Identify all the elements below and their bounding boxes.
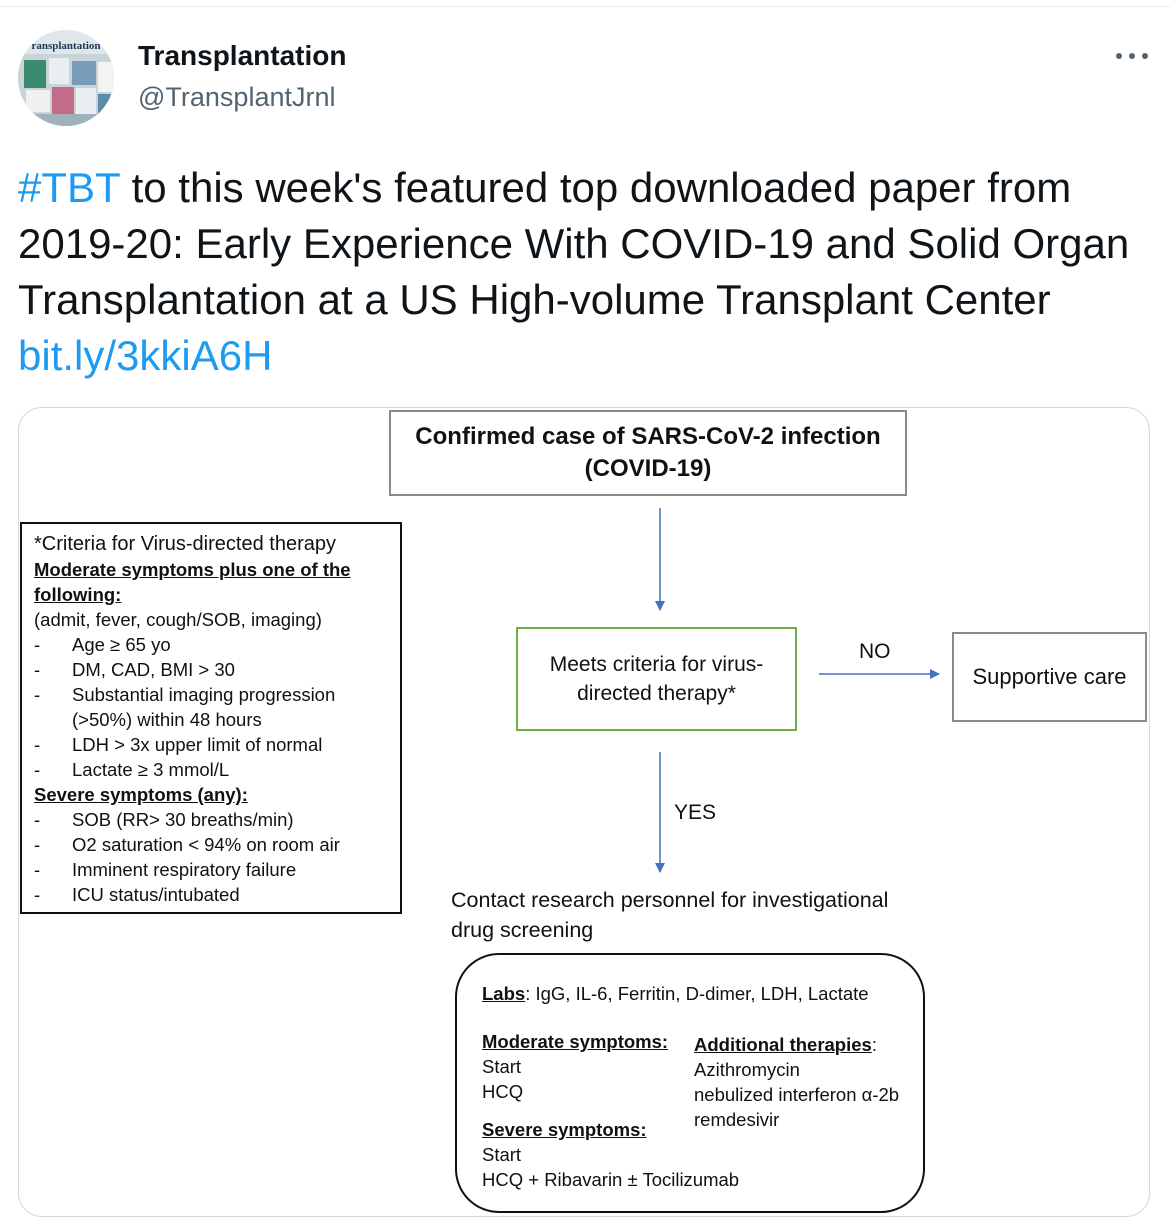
meets-line-2: directed therapy* (577, 682, 736, 705)
additional-colon: : (871, 1034, 877, 1055)
criteria-item: - Substantial imaging progression (34, 682, 400, 707)
moderate-line: Start (482, 1056, 522, 1077)
tweet-url-link[interactable]: bit.ly/3kkiA6H (18, 332, 273, 379)
severe-line: HCQ + Ribavarin ± Tocilizumab (482, 1169, 740, 1190)
additional-line: nebulized interferon α-2b (694, 1084, 900, 1105)
moderate-heading-2: following: (34, 584, 122, 605)
severe-symptoms-block (482, 1117, 739, 1192)
moderate-symptoms-block (482, 1029, 668, 1104)
criteria-item: - Imminent respiratory failure (34, 857, 400, 882)
contact-research-text (451, 885, 931, 945)
criteria-item-continuation: (>50%) within 48 hours (72, 709, 262, 730)
moderate-heading-1: Moderate symptoms plus one of the (34, 559, 351, 580)
avatar[interactable] (18, 30, 114, 126)
contact-line-1: Contact research personnel for investigational (451, 888, 889, 912)
criteria-box (20, 522, 402, 914)
severe-line: Start (482, 1144, 522, 1165)
criteria-item: - Age ≥ 65 yo (34, 632, 400, 657)
confirmed-case-box (389, 410, 907, 496)
avatar-title-text: ransplantation (31, 40, 101, 52)
criteria-title: *Criteria for Virus-directed therapy (34, 533, 336, 555)
confirmed-line-2: (COVID-19) (584, 455, 712, 482)
moderate-symptoms-heading: Moderate symptoms: (482, 1031, 669, 1052)
labs-heading: Labs (482, 983, 526, 1004)
criteria-item: - DM, CAD, BMI > 30 (34, 657, 400, 682)
labs-text: : IgG, IL-6, Ferritin, D-dimer, LDH, Lactate (525, 983, 869, 1004)
hashtag-link[interactable]: #TBT (18, 164, 120, 211)
tweet-body: to this week's featured top downloaded paper from 2019-20: Early Experience With COVID-19 and Solid Organ Transplantation at a US High-volume Transplant Center (18, 164, 1130, 323)
additional-line: remdesivir (694, 1109, 780, 1130)
contact-line-2: drug screening (451, 918, 594, 942)
labs-line (482, 981, 869, 1006)
criteria-item: - Lactate ≥ 3 mmol/L (34, 757, 400, 782)
criteria-item: - O2 saturation < 94% on room air (34, 832, 400, 857)
tweet-text (18, 160, 1138, 384)
severe-heading: Severe symptoms (any): (34, 784, 248, 805)
meets-line-1: Meets criteria for virus- (549, 653, 764, 676)
criteria-item: - ICU status/intubated (34, 882, 400, 907)
top-divider (0, 6, 1170, 7)
moderate-line: HCQ (482, 1081, 524, 1102)
no-label: NO (859, 640, 891, 663)
additional-therapies-heading: Additional therapies (694, 1034, 872, 1055)
moderate-note: (admit, fever, cough/SOB, imaging) (34, 609, 322, 630)
author-handle[interactable]: @TransplantJrnl (138, 82, 336, 112)
labs-therapy-box (455, 953, 925, 1213)
supportive-care-box: Supportive care (952, 632, 1147, 722)
attached-image[interactable] (18, 407, 1150, 1217)
more-options-icon[interactable] (1110, 40, 1154, 70)
severe-symptoms-heading: Severe symptoms: (482, 1119, 647, 1140)
yes-label: YES (674, 801, 717, 824)
criteria-item: - SOB (RR> 30 breaths/min) (34, 807, 400, 832)
additional-line: Azithromycin (694, 1059, 800, 1080)
confirmed-line-1: Confirmed case of SARS-CoV-2 infection (415, 423, 881, 450)
meets-criteria-box (516, 627, 797, 731)
author-display-name[interactable]: Transplantation (138, 40, 347, 71)
criteria-item: - LDH > 3x upper limit of normal (34, 732, 400, 757)
